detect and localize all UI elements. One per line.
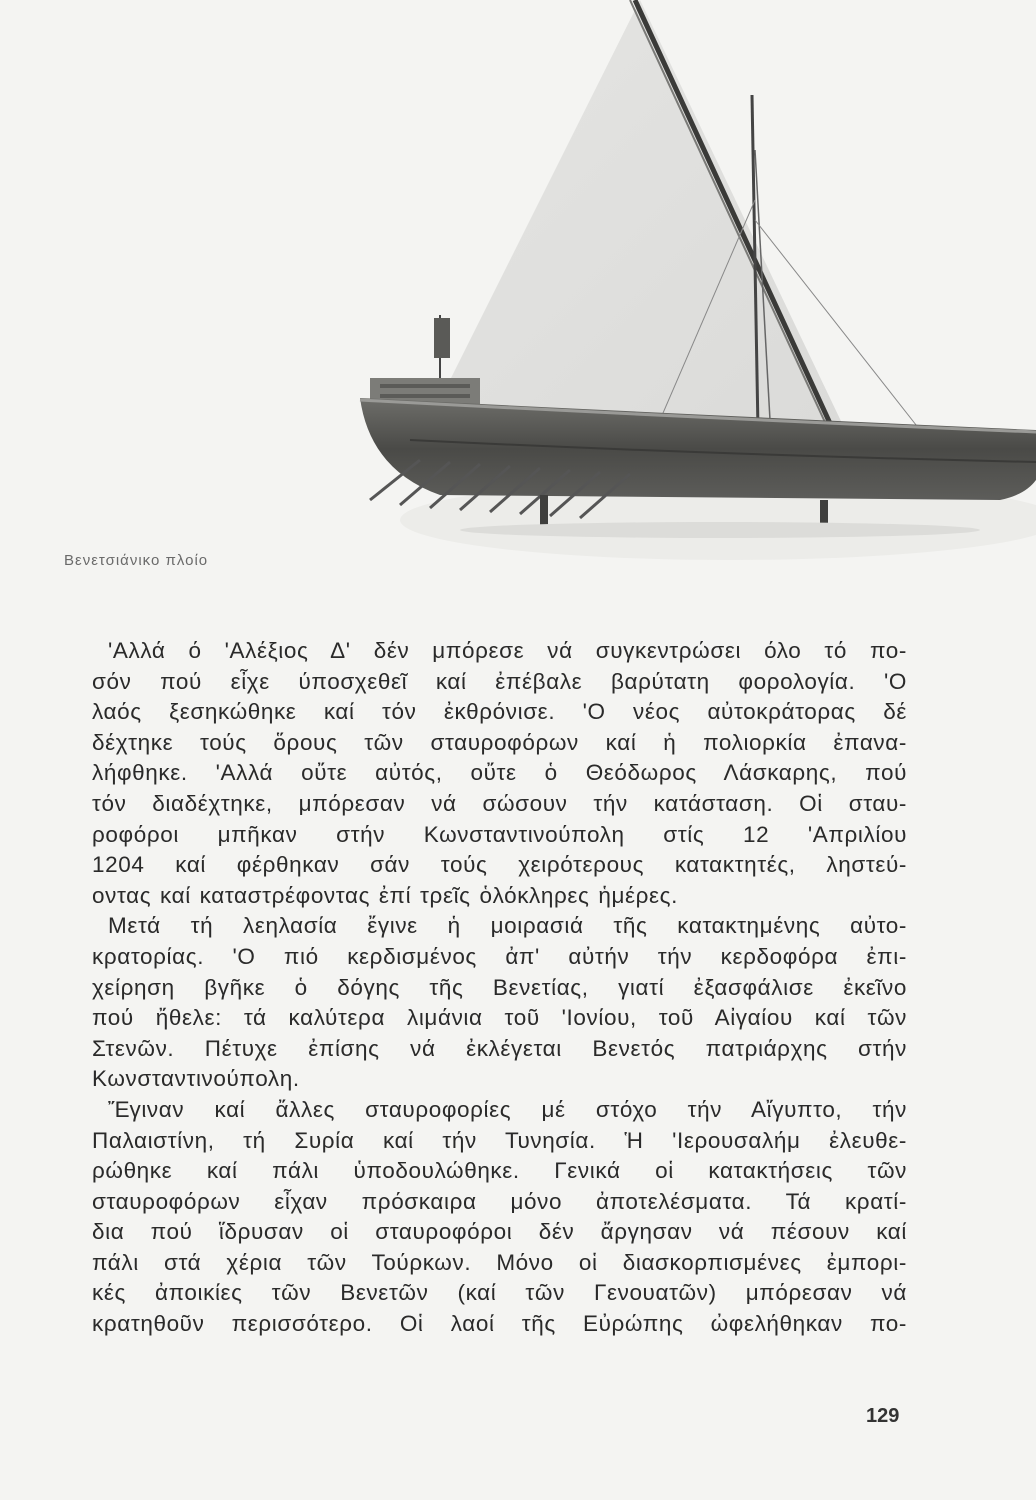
text-line: κές ἀποικίες τῶν Βενετῶν (καί τῶν Γενουατῶν) μπόρεσαν νά xyxy=(92,1280,907,1306)
text-line: κρατορίας. 'Ο πιό κερδισμένος ἀπ' αὐτήν τήν κερδοφόρα ἐπι- xyxy=(92,943,907,969)
text-line: Μετά τή λεηλασία ἔγινε ἡ μοιρασιά τῆς κατακτημένης αὐτο- xyxy=(108,913,907,939)
text-line: χείρηση βγῆκε ὁ δόγης τῆς Βενετίας, γιατί ἐξασφάλισε ἐκεῖνο xyxy=(92,974,907,1000)
text-line: 1204 καί φέρθηκαν σάν τούς χειρότερους κατακτητές, ληστεύ- xyxy=(92,852,907,878)
text-line: ροφόροι μπῆκαν στήν Κωνσταντινούπολη στίς 12 'Απριλίου xyxy=(92,821,907,847)
figure-caption: Βενετσιάνικο πλοίο xyxy=(64,552,209,569)
text-line: ρώθηκε καί πάλι ὑποδουλώθηκε. Γενικά οἱ κατακτήσεις τῶν xyxy=(92,1158,907,1184)
body-text xyxy=(92,636,907,1340)
text-line: πάλι στά χέρια τῶν Τούρκων. Μόνο οἱ διασκορπισμένες ἐμπορι- xyxy=(92,1249,907,1275)
text-line: δια πού ἵδρυσαν οἱ σταυροφόροι δέν ἄργησαν νά πέσουν καί xyxy=(92,1219,907,1245)
text-line: 'Αλλά ό 'Αλέξιος Δ' δέν μπόρεσε νά συγκεντρώσει όλο τό πο- xyxy=(108,638,907,663)
text-line: σταυροφόρων εἶχαν πρόσκαιρα μόνο ἀποτελέσματα. Τά κρατί- xyxy=(92,1188,907,1214)
text-line: Ἔγιναν καί ἄλλες σταυροφορίες μέ στόχο τήν Αἴγυπτο, τήν xyxy=(108,1096,907,1122)
text-line: Παλαιστίνη, τή Συρία καί τήν Τυνησία. Ἡ 'Ιερουσαλήμ ἐλευθε- xyxy=(92,1127,907,1153)
text-line: δέχτηκε τούς ὅρους τῶν σταυροφόρων καί ἡ πολιορκία ἐπανα- xyxy=(92,729,907,755)
text-line: πού ἤθελε: τά καλύτερα λιμάνια τοῦ 'Ιονίου, τοῦ Αἰγαίου καί τῶν xyxy=(92,1005,907,1031)
text-line: κρατηθοῦν περισσότερο. Οἱ λαοί τῆς Εὐρώπης ὠφελήθηκαν πο- xyxy=(92,1311,907,1337)
text-line: Στενῶν. Πέτυχε ἐπίσης νά ἐκλέγεται Βενετός πατριάρχης στήν xyxy=(92,1035,907,1061)
text-line: λήφθηκε. 'Αλλά οὔτε αὐτός, οὔτε ὁ Θεόδωρος Λάσκαρης, πού xyxy=(92,760,907,786)
text-line: τόν διαδέχτηκε, μπόρεσαν νά σώσουν τήν κατάσταση. Οἱ σταυ- xyxy=(92,790,907,816)
text-line: σόν πού εἶχε ύποσχεθεῖ καί ἐπέβαλε βαρύτατη φορολογία. 'Ο xyxy=(92,668,907,694)
page-number: 129 xyxy=(866,1405,900,1427)
text-line: λαός ξεσηκώθηκε καί τόν ἐκθρόνισε. 'Ο νέος αὐτοκράτορας δέ xyxy=(92,699,907,725)
venetian-ship-photo xyxy=(300,0,1036,600)
text-line: Κωνσταντινούπολη. xyxy=(92,1066,300,1092)
text-line: οντας καί καταστρέφοντας ἐπί τρεῖς ὁλόκληρες ἡμέρες. xyxy=(92,882,678,908)
